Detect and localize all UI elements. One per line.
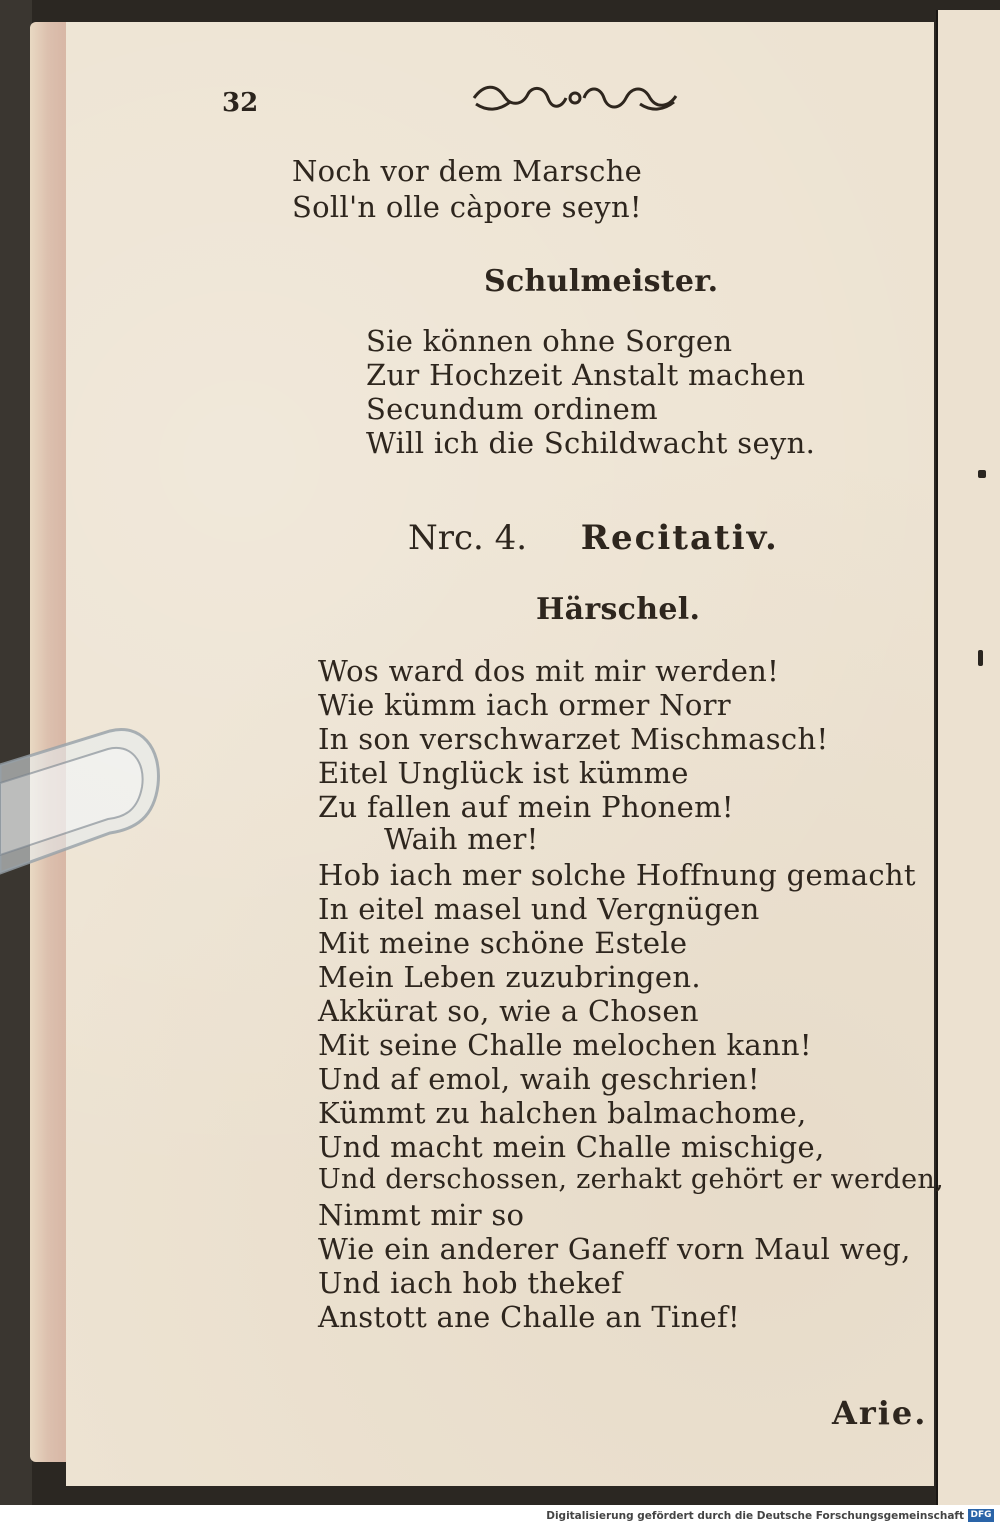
number-title: Recitativ.	[580, 518, 779, 558]
verse-line: Kümmt zu halchen balmachome,	[318, 1096, 807, 1130]
catchword: Arie.	[832, 1394, 928, 1432]
verse-line: Und iach hob thekef	[318, 1266, 623, 1300]
verse-line: Und af emol, waih geschrien!	[318, 1062, 760, 1096]
verse-line: Nimmt mir so	[318, 1198, 525, 1232]
verse-line: Akkürat so, wie a Chosen	[318, 994, 699, 1028]
verse-line: Hob iach mer solche Hoffnung gemacht	[318, 858, 916, 892]
ink-mark	[978, 650, 983, 666]
page-number: 32	[222, 88, 259, 118]
verse-line: Wos ward dos mit mir werden!	[318, 654, 780, 688]
verse-line: Mein Leben zuzubringen.	[318, 960, 701, 994]
verse-line: Anstott ane Challe an Tinef!	[318, 1300, 741, 1334]
verse-line: Will ich die Schildwacht seyn.	[366, 426, 816, 460]
speaker-name: Härschel.	[536, 592, 701, 627]
verse-line: In son verschwarzet Mischmasch!	[318, 722, 829, 756]
verse-line: Noch vor dem Marsche	[292, 154, 643, 188]
scroll-ornament-icon	[470, 80, 680, 116]
verse-line: Wie ein anderer Ganeff vorn Maul weg,	[318, 1232, 911, 1266]
number-label: Nrc. 4.	[408, 518, 528, 558]
dfg-logo-icon: DFG	[968, 1509, 994, 1522]
verse-line: Waih mer!	[384, 822, 539, 856]
reading-ruler	[0, 725, 160, 875]
verse-line: Mit meine schöne Estele	[318, 926, 688, 960]
verse-line: Und macht mein Challe mischige,	[318, 1130, 825, 1164]
section-title	[408, 518, 779, 558]
verse-line: Zur Hochzeit Anstalt machen	[366, 358, 806, 392]
verse-line: Zu fallen auf mein Phonem!	[318, 790, 734, 824]
funding-credit: Digitalisierung gefördert durch die Deutsche Forschungsgemeinschaft	[546, 1510, 964, 1522]
verse-line: In eitel masel und Vergnügen	[318, 892, 760, 926]
verse-line: Secundum ordinem	[366, 392, 658, 426]
verse-line: Eitel Unglück ist kümme	[318, 756, 689, 790]
verse-line: Und derschossen, zerhakt gehört er werden,	[318, 1164, 944, 1195]
next-page-edge	[936, 10, 1000, 1505]
verse-line: Soll'n olle càpore seyn!	[292, 190, 642, 224]
ink-mark	[978, 470, 986, 478]
verse-line: Wie kümm iach ormer Norr	[318, 688, 731, 722]
speaker-name: Schulmeister.	[484, 264, 719, 299]
verse-line: Mit seine Challe melochen kann!	[318, 1028, 812, 1062]
verse-line: Sie können ohne Sorgen	[366, 324, 733, 358]
